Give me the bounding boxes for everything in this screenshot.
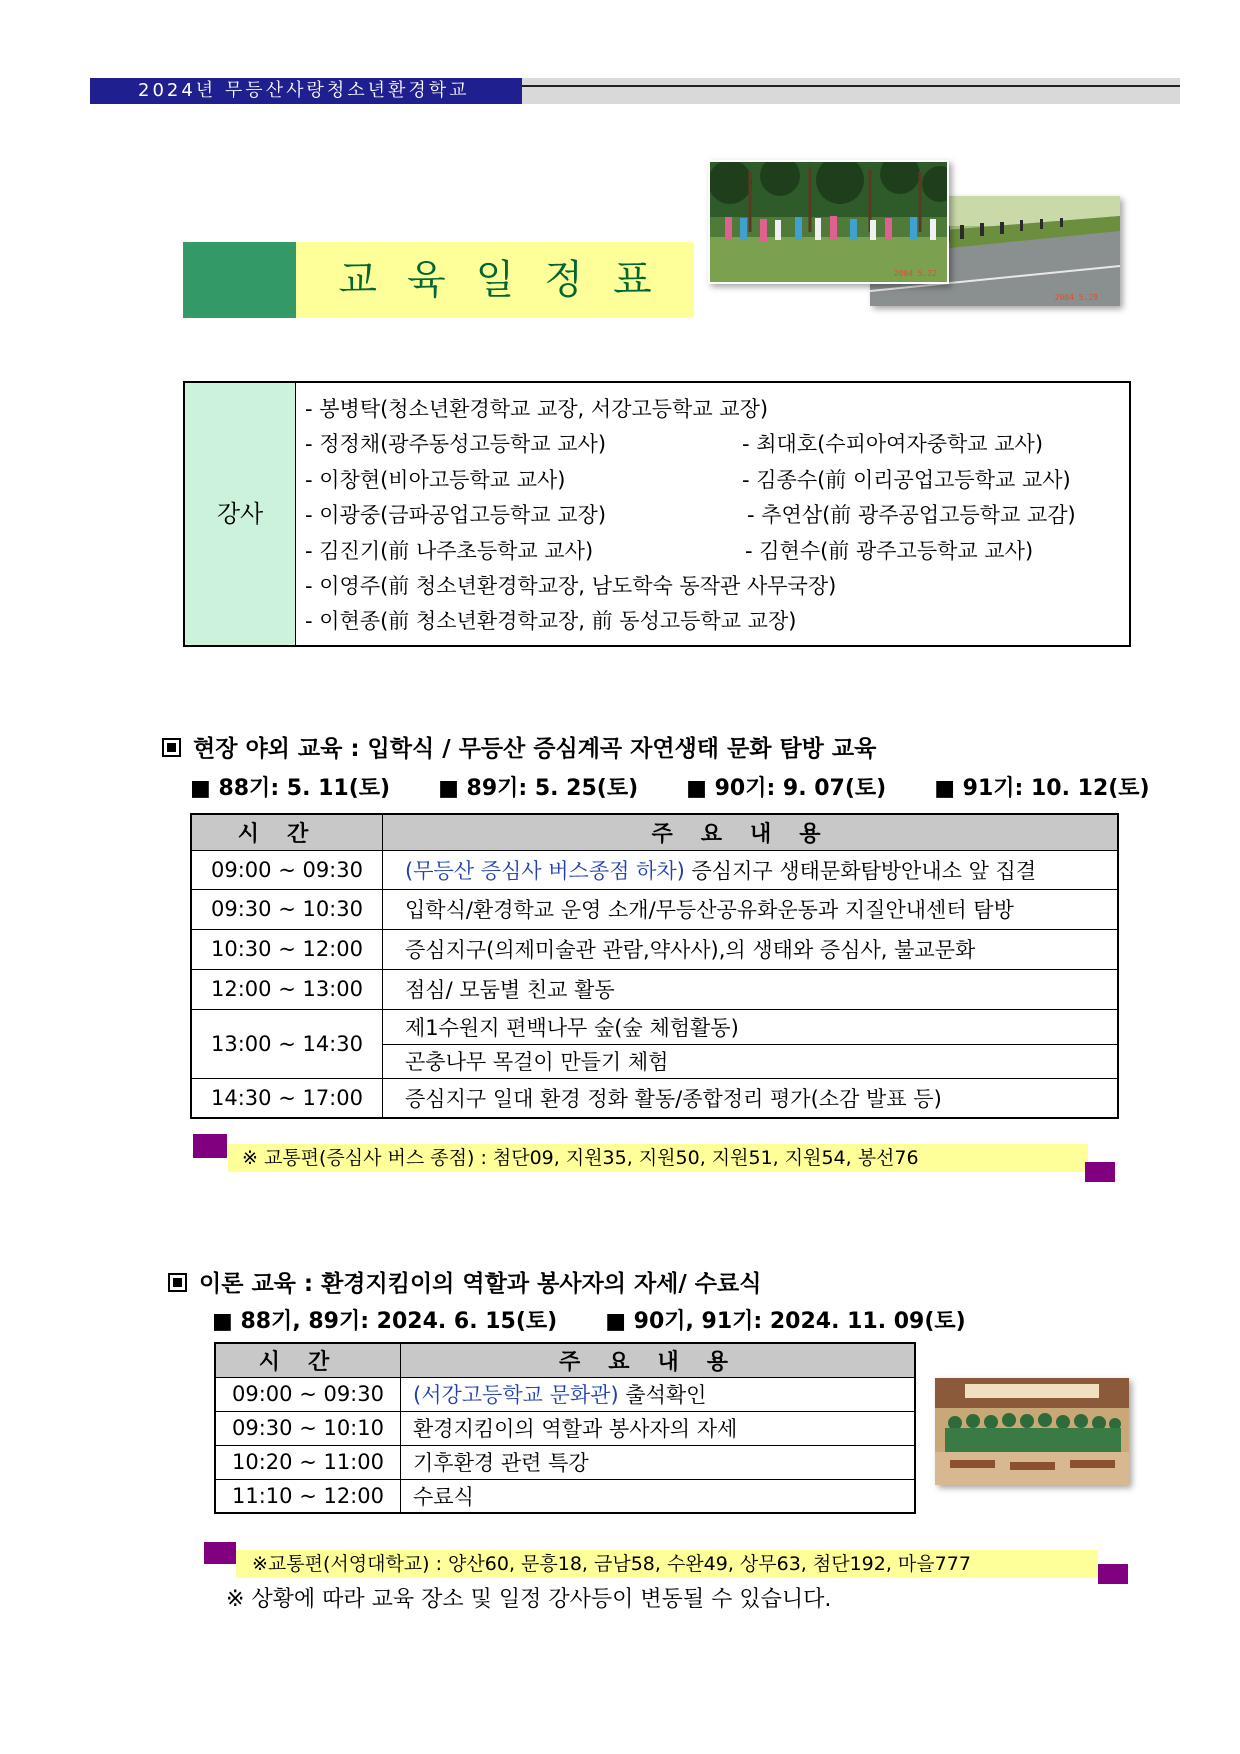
table-row (215, 1377, 915, 1411)
instructor-line: - 김종수(前 이리공업고등학교 교사) (742, 468, 1071, 492)
table-row (191, 929, 1118, 969)
purple-marker (204, 1542, 236, 1564)
instructor-line: - 봉병탁(청소년환경학교 교장, 서강고등학교 교장) (305, 397, 769, 421)
time-cell: 09:30 ~ 10:10 (215, 1411, 401, 1445)
date-item: ■ 89기: 5. 25(토) (438, 776, 639, 801)
time-cell: 12:00 ~ 13:00 (191, 969, 383, 1009)
content-cell: 증심지구(의제미술관 관람,약사사),의 생태와 증심사, 불교문화 (383, 929, 1119, 969)
instructor-line: - 추연삼(前 광주공업고등학교 교감) (747, 503, 1076, 527)
square-bullet-icon (162, 738, 181, 757)
section1-heading: 현장 야외 교육 : 입학식 / 무등산 증심계곡 자연생태 문화 탐방 교육 (162, 730, 876, 763)
instructor-line: - 이현종(前 청소년환경학교장, 前 동성고등학교 교장) (305, 609, 797, 633)
section1-transit-note: ※ 교통편(증심사 버스 종점) : 첨단09, 지원35, 지원50, 지원51, 지원54, 봉선76 (228, 1144, 1088, 1172)
section2-heading: 이론 교육 : 환경지킴이의 역할과 봉사자의 자세/ 수료식 (168, 1265, 761, 1298)
instructor-line: - 이영주(前 청소년환경학교장, 남도학숙 동작관 사무국장) (305, 574, 837, 598)
section2-dates (212, 1304, 1014, 1335)
date-item: ■ 88기: 5. 11(토) (190, 776, 391, 801)
table-row (191, 1009, 1118, 1044)
content-cell: (무등산 증심사 버스종점 하차) 증심지구 생태문화탐방안내소 앞 집결 (383, 850, 1119, 889)
time-cell: 11:10 ~ 12:00 (215, 1479, 401, 1513)
photo-graduation-group (935, 1378, 1129, 1485)
col-header-content: 주요내용 (401, 1343, 916, 1377)
table-row (191, 889, 1118, 929)
purple-marker (1085, 1162, 1115, 1182)
instructor-line: - 김진기(前 나주초등학교 교사) (305, 539, 594, 563)
final-notice: ※ 상황에 따라 교육 장소 및 일정 강사등이 변동될 수 있습니다. (226, 1587, 832, 1612)
date-item: ■ 90기, 91기: 2024. 11. 09(토) (605, 1309, 966, 1334)
col-header-time: 시간 (191, 814, 383, 850)
instructor-line: - 이창현(비아고등학교 교사) (305, 468, 566, 492)
table-row (215, 1445, 915, 1479)
photo-forest-date: 2004 5.22 (893, 269, 937, 278)
content-cell: 수료식 (401, 1479, 916, 1513)
time-cell: 13:00 ~ 14:30 (191, 1009, 383, 1078)
col-header-time: 시간 (215, 1343, 401, 1377)
date-item: ■ 91기: 10. 12(토) (934, 776, 1150, 801)
time-cell: 09:00 ~ 09:30 (215, 1377, 401, 1411)
purple-marker (1098, 1564, 1128, 1584)
photo-road-date: 2004 5.29 (1054, 293, 1098, 302)
title-accent-block (183, 242, 296, 318)
instructor-line: - 이광중(금파공업고등학교 교장) (305, 503, 607, 527)
col-header-content: 주요내용 (383, 814, 1119, 850)
page-title: 교육일정표 (338, 257, 682, 303)
time-cell: 14:30 ~ 17:00 (191, 1078, 383, 1118)
section1-dates (190, 771, 1198, 802)
time-cell: 09:30 ~ 10:30 (191, 889, 383, 929)
instructors-table (183, 381, 1131, 647)
time-cell: 09:00 ~ 09:30 (191, 850, 383, 889)
content-cell: 환경지킴이의 역할과 봉사자의 자세 (401, 1411, 916, 1445)
square-bullet-icon (168, 1273, 187, 1292)
photo-forest-group (708, 160, 949, 284)
instructor-line: - 정정채(광주동성고등학교 교사) (305, 432, 607, 456)
instructor-line: - 김현수(前 광주고등학교 교사) (745, 539, 1034, 563)
table-row (191, 1078, 1118, 1118)
location-highlight: (서강고등학교 문화관) (413, 1383, 619, 1407)
purple-marker (193, 1134, 227, 1158)
instructor-line: - 최대호(수피아여자중학교 교사) (742, 432, 1044, 456)
table-row (191, 969, 1118, 1009)
date-item: ■ 88기, 89기: 2024. 6. 15(토) (212, 1309, 558, 1334)
section1-schedule-table (190, 813, 1119, 1119)
instructors-label: 강사 (185, 383, 296, 645)
header-title: 2024년 무등산사랑청소년환경학교 (90, 78, 522, 104)
content-cell: (서강고등학교 문화관) 출석확인 (401, 1377, 916, 1411)
time-cell: 10:20 ~ 11:00 (215, 1445, 401, 1479)
content-cell: 기후환경 관련 특강 (401, 1445, 916, 1479)
table-row (215, 1479, 915, 1513)
content-cell: 제1수원지 편백나무 숲(숲 체험활동) (383, 1009, 1119, 1044)
date-item: ■ 90기: 9. 07(토) (686, 776, 887, 801)
location-highlight: (무등산 증심사 버스종점 하차) (405, 858, 685, 883)
time-cell: 10:30 ~ 12:00 (191, 929, 383, 969)
content-cell: 증심지구 일대 환경 정화 활동/종합정리 평가(소감 발표 등) (383, 1078, 1119, 1118)
content-cell: 점심/ 모둠별 친교 활동 (383, 969, 1119, 1009)
content-cell: 곤충나무 목걸이 만들기 체험 (383, 1044, 1119, 1078)
table-row (215, 1411, 915, 1445)
section2-schedule-table (214, 1342, 916, 1514)
content-cell: 입학식/환경학교 운영 소개/무등산공유화운동과 지질안내센터 탐방 (383, 889, 1119, 929)
table-row (191, 850, 1118, 889)
section2-transit-note: ※교통편(서영대학교) : 양산60, 문흥18, 금남58, 수완49, 상무63, 첨단192, 마을777 (236, 1550, 1098, 1578)
